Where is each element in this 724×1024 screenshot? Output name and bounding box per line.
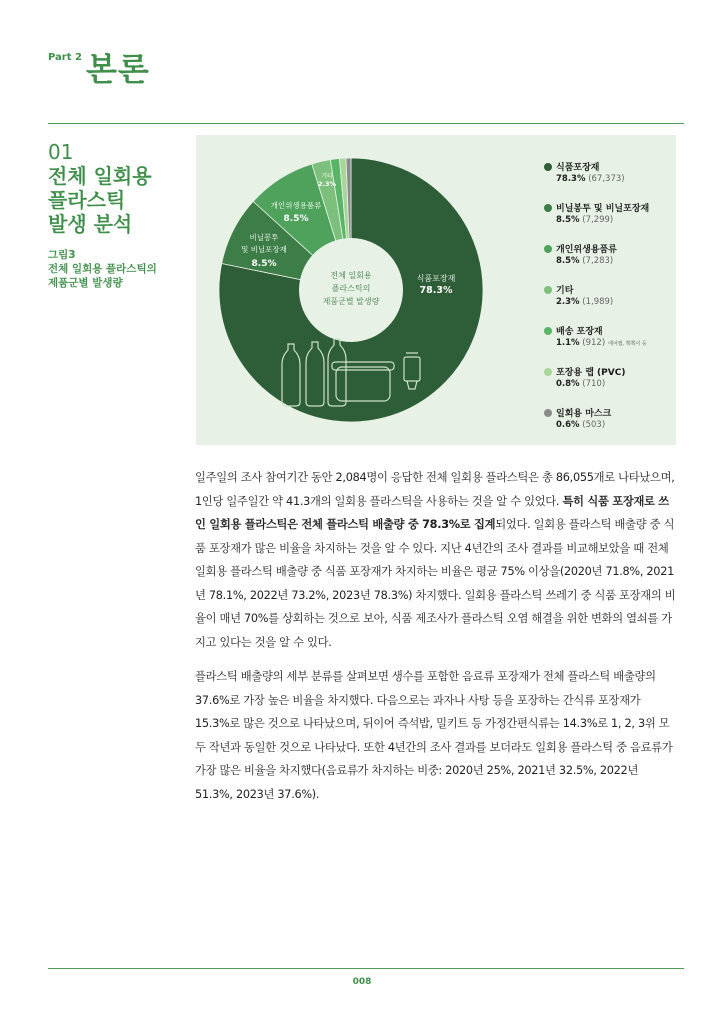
legend-item-pvc <box>540 365 680 406</box>
chart-legend <box>540 160 680 447</box>
legend-name: 기타 <box>556 286 574 296</box>
legend-item-food <box>540 160 680 201</box>
legend-item-delivery <box>540 324 680 365</box>
legend-note: 에어캡, 뽁뽁이 등 <box>608 341 647 347</box>
part-title: 본론 <box>86 50 150 88</box>
slice-label-food: 식품포장재 <box>416 274 456 283</box>
body-text-highlight: 특히 식품 포장재로 쓰인 일회용 플라스틱은 전체 플라스틱 배출량 중 78.3%로 집계 <box>195 494 669 531</box>
legend-dot <box>544 204 552 212</box>
legend-value: 0.6% (503) <box>556 420 606 430</box>
slice-label-vinyl-1: 비닐봉투 <box>249 233 279 242</box>
legend-value: 78.3% (67,373) <box>556 174 625 184</box>
figure-label-line-2: 제품군별 발생량 <box>48 277 123 289</box>
body-paragraph-2 <box>195 665 677 806</box>
legend-dot <box>544 409 552 417</box>
legend-value: 1.1% (912) 에어캡, 뽁뽁이 등 <box>556 338 647 348</box>
slice-label-hygiene: 개인위생용품류 <box>270 201 322 210</box>
slice-pct-hygiene: 8.5% <box>283 214 309 224</box>
section-title-line-1: 전체 일회용 <box>48 164 152 188</box>
section-title-line-3: 발생 분석 <box>48 212 133 236</box>
legend-dot <box>544 368 552 376</box>
slice-label-other: 기타 <box>321 173 333 180</box>
part-label: Part 2 <box>48 52 82 63</box>
figure-label <box>48 248 188 290</box>
legend-dot <box>544 286 552 294</box>
legend-item-hygiene <box>540 242 680 283</box>
legend-value: 8.5% (7,283) <box>556 256 614 266</box>
legend-item-vinyl <box>540 201 680 242</box>
slice-pct-food: 78.3% <box>419 285 453 296</box>
legend-name: 비닐봉투 및 비닐포장재 <box>556 204 650 214</box>
slice-pct-other: 2.3% <box>317 180 337 188</box>
legend-value: 8.5% (7,299) <box>556 215 614 225</box>
slice-pct-vinyl: 8.5% <box>251 259 277 269</box>
top-divider <box>48 123 684 124</box>
legend-value: 2.3% (1,989) <box>556 297 614 307</box>
body-text-continued: 되었다. 일회용 플라스틱 배출량 중 식품 포장재가 많은 비율을 차지하는 것을 알 수 있다. 지난 4년간의 조사 결과를 비교해보았을 때 전체 일회용 플라스틱 배출량 중 식품 포장재가 차지하는 비율은 평균 75% 이상을(2020년 71.8%, 2021년 78.1%, 2022년 73.2%, 2023년 78.3%) 차지했다. 일회용 플라스틱 쓰레기 중 식품 포장재의 비율이 매년 70%를 상회하는 것으로 보아, 식품 제조사가 플라스틱 오염 해결을 위한 변화의 열쇠를 가지고 있다는 것을 알 수 있다. <box>195 518 676 649</box>
slice-label-vinyl-2: 및 비닐포장재 <box>241 245 287 254</box>
legend-value: 0.8% (710) <box>556 379 606 389</box>
body-paragraph-1 <box>195 466 677 654</box>
center-label-line-1: 전체 일회용 <box>330 271 372 280</box>
section-number: 01 <box>48 140 74 164</box>
legend-item-mask <box>540 406 680 447</box>
legend-item-other <box>540 283 680 324</box>
legend-dot <box>544 163 552 171</box>
legend-dot <box>544 245 552 253</box>
legend-name: 일회용 마스크 <box>556 409 612 419</box>
section-title-line-2: 플라스틱 <box>48 188 126 212</box>
legend-name: 개인위생용품류 <box>556 245 617 255</box>
figure-label-number: 그림3 <box>48 249 76 261</box>
section-title <box>48 164 188 236</box>
center-label-line-2: 플라스틱의 <box>331 284 371 293</box>
bottom-divider <box>48 968 684 969</box>
legend-name: 포장용 랩 (PVC) <box>556 368 626 378</box>
legend-name: 배송 포장재 <box>556 327 603 337</box>
center-label-line-3: 제품군별 발생량 <box>322 297 380 306</box>
figure-label-line-1: 전체 일회용 플라스틱의 <box>48 263 157 275</box>
body-text-intro: 일주일의 조사 참여기간 동안 2,084명이 응답한 전체 일회용 플라스틱은 총 86,055개로 나타났으며, 1인당 일주일간 약 41.3개의 일회용 플라스틱을 사용하는 것을 알 수 있었다. <box>195 471 675 508</box>
legend-dot <box>544 327 552 335</box>
legend-name: 식품포장재 <box>556 163 600 173</box>
page-number: 008 <box>352 977 372 987</box>
body-text-detail: 플라스틱 배출량의 세부 분류를 살펴보면 생수를 포함한 음료류 포장재가 전체 플라스틱 배출량의 37.6%로 가장 높은 비율을 차지했다. 다음으로는 과자나 사탕 등을 포장하는 간식류 포장재가 15.3%로 많은 것으로 나타났으며, 뒤이어 즉석밥, 밀키트 등 가정간편식류는 14.3%로 1, 2, 3위 모두 작년과 동일한 것으로 나타났다. 또한 4년간의 조사 결과를 보더라도 일회용 플라스틱 중 음료류가 가장 많은 비율을 차지했다(음료류가 차지하는 비중: 2020년 25%, 2021년 32.5%, 2022년 51.3%, 2023년 37.6%). <box>195 670 673 801</box>
